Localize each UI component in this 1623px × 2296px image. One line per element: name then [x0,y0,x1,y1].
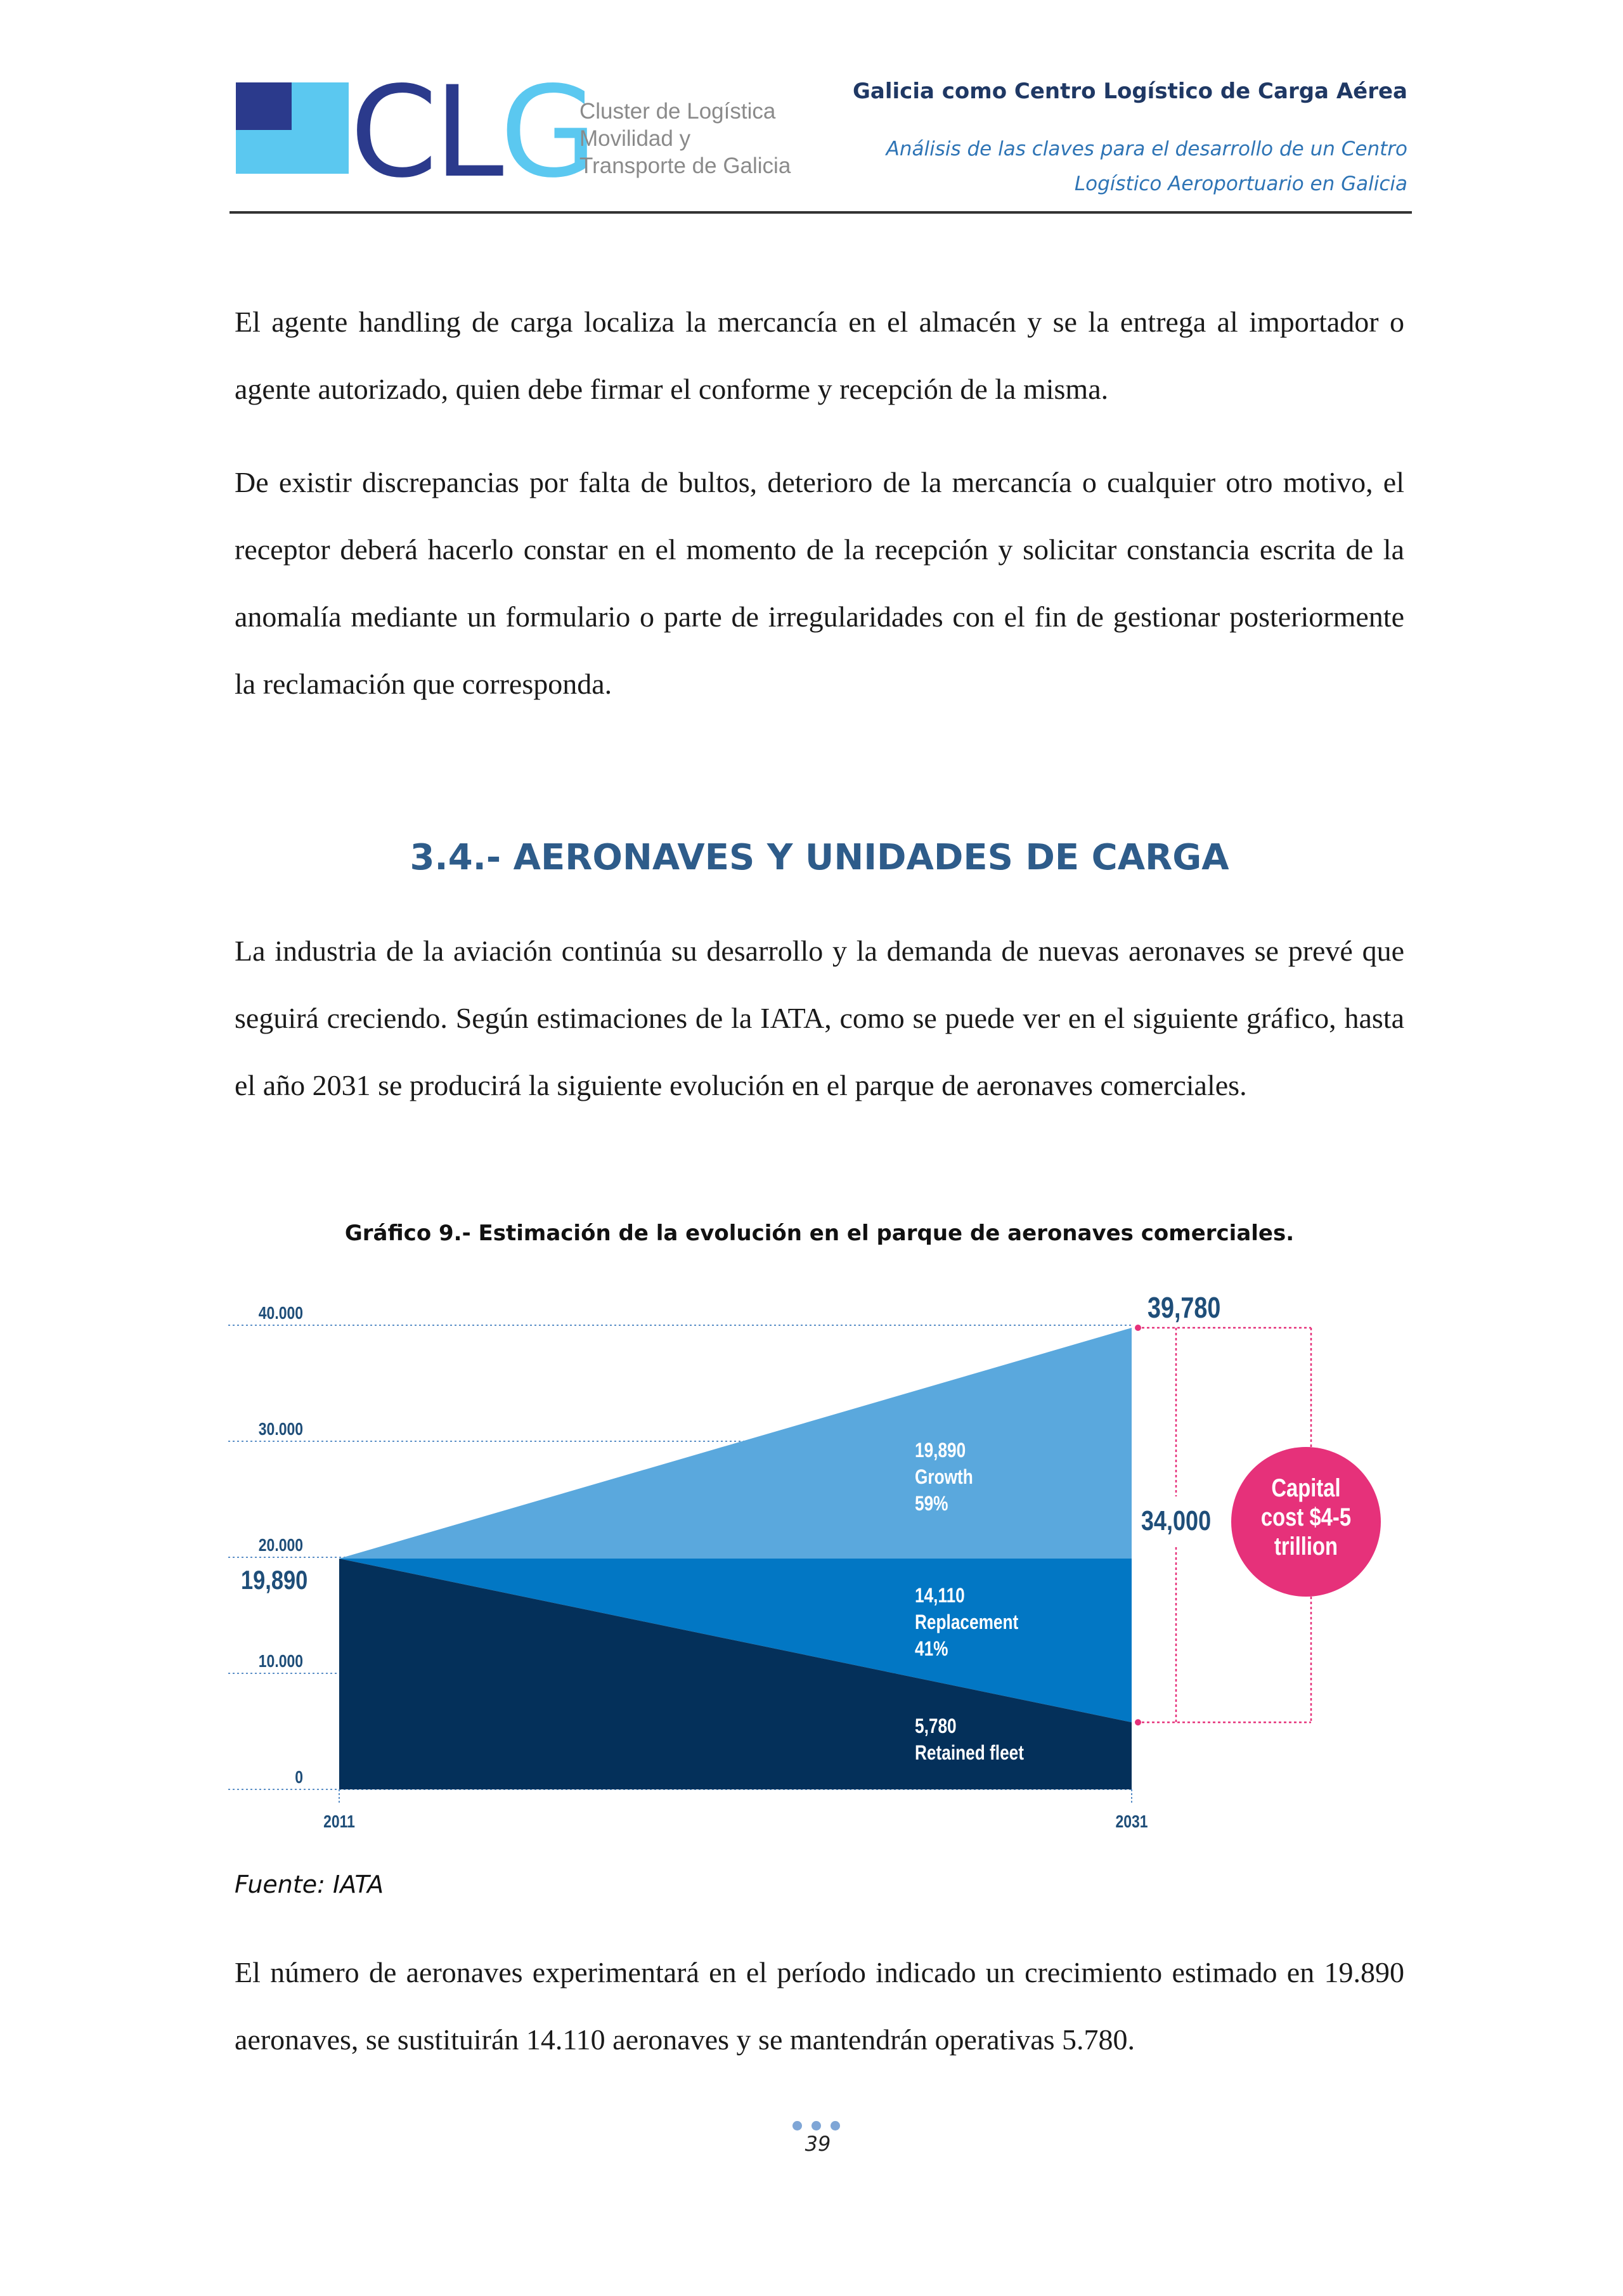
callout-line-1: cost $4-5 [1260,1502,1352,1531]
bracket-value-label: 34,000 [1141,1505,1212,1536]
start-value-label: 19,890 [241,1565,308,1595]
y-tick-label-40000: 40.000 [258,1303,303,1323]
clg-logo [236,59,806,205]
chart-svg [228,1274,1420,1845]
x-tick-label-2031: 2031 [1115,1812,1148,1832]
bracket-dot-top [1135,1325,1141,1331]
callout-line-2: trillion [1274,1531,1338,1560]
paragraph-handling: El agente handling de carga localiza la mercancía en el almacén y se la entrega al importador o agente autorizado, quien debe firmar el conforme y recepción de la misma. [235,306,1404,405]
paragraph-conclusion: El número de aeronaves experimentará en el período indicado un crecimiento estimado en 19.890 aeronaves, se sustituirán 14.110 aeronaves y se mantendrán operativas 5.780. [235,1956,1404,2056]
header-subtitle: Análisis de las claves para el desarrollo de un Centro Logístico Aeroportuario en Galicia [886,138,1407,195]
retained-fleet-label-1: Retained fleet [915,1742,1024,1765]
paragraph-discrepancies: De existir discrepancias por falta de bultos, deterioro de la mercancía o cualquier otro motivo, el receptor deberá hacerlo constar en el momento de la recepción y solicitar constancia escrita de la anomalía mediante un formulario o parte de irregularidades con el fin de gestionar posteriormente la reclamación que corresponda. [235,466,1404,700]
growth-label-1: Growth [915,1466,973,1489]
bracket-dot-bottom [1135,1719,1141,1725]
figure-source: Fuente: IATA [235,1871,384,1898]
header-title: Galicia como Centro Logístico de Carga Aérea [853,79,1407,104]
logo-square-dark [236,82,292,130]
area-growth [339,1328,1132,1559]
header-divider [230,211,1412,214]
section-title: 3.4.- AERONAVES Y UNIDADES DE CARGA [410,837,1229,878]
replacement-label-1: Replacement [915,1611,1019,1634]
logo-text: Cluster de Logística Movilidad y Transporte de Galicia [579,99,791,178]
x-tick-label-2011: 2011 [323,1812,355,1832]
y-tick-label-20000: 20.000 [258,1535,303,1555]
fleet-evolution-chart [228,1274,1420,1845]
page-number: 39 [805,2132,831,2156]
y-tick-label-0: 0 [295,1767,303,1787]
figure-caption: Gráfico 9.- Estimación de la evolución en el parque de aeronaves comerciales. [344,1221,1295,1246]
logo-letters: CLG [350,59,594,205]
callout-line-0: Capital [1271,1473,1341,1502]
growth-label-0: 19,890 [915,1439,966,1462]
growth-label-2: 59% [915,1493,948,1515]
y-tick-label-10000: 10.000 [258,1651,303,1671]
paragraph-aviation-industry: La industria de la aviación continúa su desarrollo y la demanda de nuevas aeronaves se prevé que seguirá creciendo. Según estimaciones de la IATA, como se puede ver en el siguiente gráfico, hasta el año 2031 se producirá la siguiente evolución en el parque de aeronaves comerciales. [235,935,1404,1101]
replacement-label-2: 41% [915,1638,948,1661]
end-total-label: 39,780 [1148,1291,1221,1324]
replacement-label-0: 14,110 [915,1585,965,1607]
y-tick-label-30000: 30.000 [258,1419,303,1439]
retained-fleet-label-0: 5,780 [915,1715,957,1738]
